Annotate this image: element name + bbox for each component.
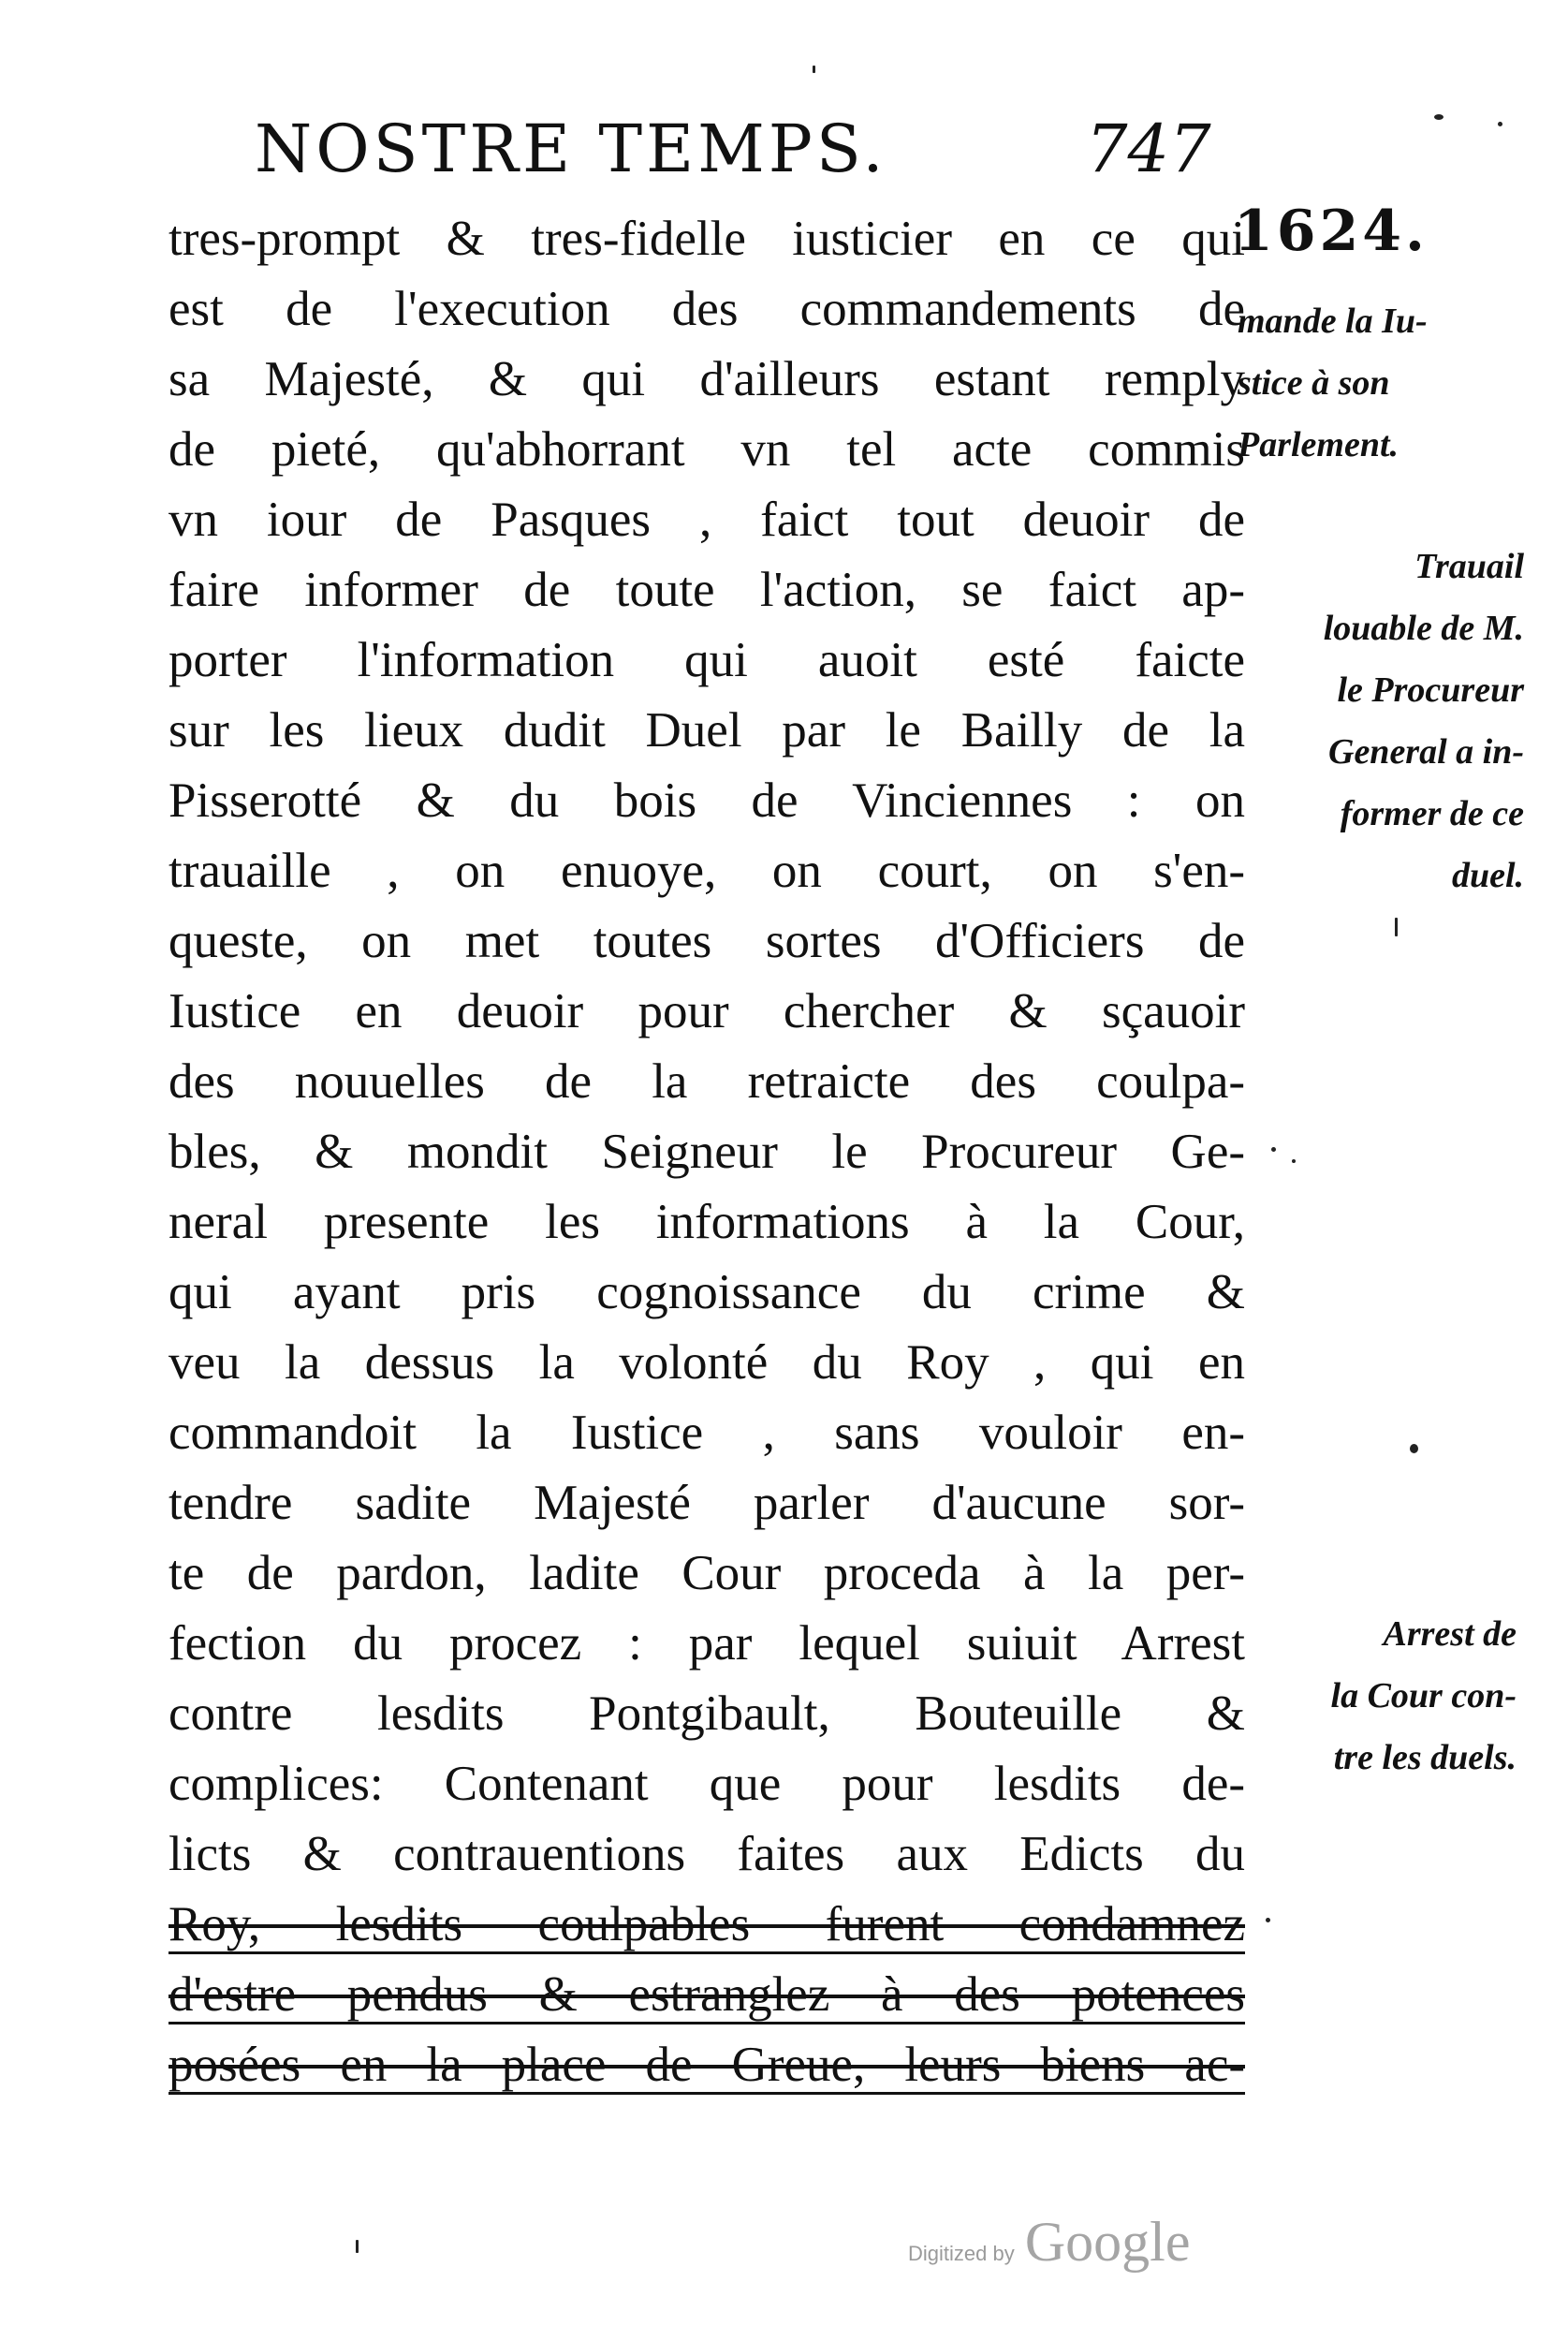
struck-text: d'estre pendus & estranglez à des potences — [169, 1967, 1245, 2024]
text-line: queste, on met toutes sortes d'Officiers de — [169, 914, 1245, 968]
margin-note-procureur — [1243, 536, 1524, 906]
text-line: bles, & mondit Seigneur le Procureur Ge- — [169, 1125, 1245, 1179]
page-number: 747 — [1086, 110, 1211, 187]
struck-text-line — [169, 1892, 1245, 1957]
text-line: commandoit la Iustice , sans vouloir en- — [169, 1406, 1245, 1460]
text-line: porter l'information qui auoit esté faicte — [169, 633, 1245, 687]
text-line: sa Majesté, & qui d'ailleurs estant remply — [169, 352, 1245, 406]
text-line: complices: Contenant que pour lesdits de- — [169, 1757, 1245, 1811]
ink-speck — [356, 2240, 359, 2253]
margin-note-line: la Cour con- — [1330, 1676, 1517, 1715]
margin-year: 1624. — [1234, 199, 1429, 264]
margin-note-line: le Procureur — [1337, 670, 1524, 710]
struck-text: Roy, lesdits coulpables furent condamnez — [169, 1897, 1245, 1954]
ink-speck — [1395, 918, 1398, 936]
margin-note-line: Parlement. — [1238, 425, 1399, 464]
text-line: sur les lieux dudit Duel par le Bailly de la — [169, 703, 1245, 758]
text-line: trauaille , on enuoye, on court, on s'en- — [169, 844, 1245, 898]
text-line: tendre sadite Majesté parler d'aucune sor- — [169, 1476, 1245, 1530]
margin-note-line: tre les duels. — [1333, 1738, 1517, 1777]
text-line: vn iour de Pasques , faict tout deuoir de — [169, 493, 1245, 547]
text-line: neral presente les informations à la Cour, — [169, 1195, 1245, 1249]
margin-note-line: Trauail — [1414, 547, 1524, 586]
ink-speck — [1498, 122, 1502, 126]
struck-text: posées en la place de Greue, leurs biens ac- — [169, 2038, 1245, 2095]
text-line: Iustice en deuoir pour chercher & sçauoir — [169, 984, 1245, 1038]
text-line: contre lesdits Pontgibault, Bouteuille & — [169, 1686, 1245, 1741]
digitized-watermark — [908, 2210, 1190, 2275]
margin-note-line: former de ce — [1340, 794, 1524, 833]
text-line: tres-prompt & tres-fidelle iusticier en ce qui — [169, 212, 1245, 266]
margin-note-justice — [1238, 290, 1428, 476]
struck-text-line — [169, 2032, 1245, 2098]
text-line: fection du procez : par lequel suiuit Arrest — [169, 1616, 1245, 1671]
text-line: de pieté, qu'abhorrant vn tel acte commis — [169, 422, 1245, 477]
margin-note-line: General a in- — [1328, 732, 1524, 772]
text-line: qui ayant pris cognoissance du crime & — [169, 1265, 1245, 1319]
margin-note-line: stice à son — [1238, 363, 1390, 403]
text-line: faire informer de toute l'action, se faict ap- — [169, 563, 1245, 617]
ink-speck — [813, 66, 815, 73]
text-line: te de pardon, ladite Cour proceda à la per- — [169, 1546, 1245, 1600]
watermark-prefix: Digitized by — [908, 2242, 1015, 2265]
ink-speck — [1271, 1147, 1276, 1152]
struck-text-line — [169, 1962, 1245, 2027]
margin-note-line: duel. — [1451, 856, 1524, 895]
text-line: des nouuelles de la retraicte des coulpa- — [169, 1054, 1245, 1109]
margin-note-line: mande la Iu- — [1238, 302, 1428, 341]
ink-speck — [1266, 1918, 1270, 1922]
margin-note-arrest — [1273, 1603, 1517, 1789]
margin-note-line: Arrest de — [1383, 1614, 1517, 1654]
ink-speck — [1292, 1159, 1296, 1163]
google-logo: Google — [1024, 2211, 1191, 2273]
text-line: veu la dessus la volonté du Roy , qui en — [169, 1335, 1245, 1390]
text-line: est de l'execution des commandements de — [169, 282, 1245, 336]
running-header: NOSTRE TEMPS. — [255, 110, 887, 187]
text-line: Pisserotté & du bois de Vinciennes : on — [169, 773, 1245, 828]
ink-speck — [1410, 1444, 1418, 1453]
ink-speck — [1434, 114, 1443, 120]
text-line: licts & contrauentions faites aux Edicts du — [169, 1827, 1245, 1881]
margin-note-line: louable de M. — [1323, 609, 1524, 648]
